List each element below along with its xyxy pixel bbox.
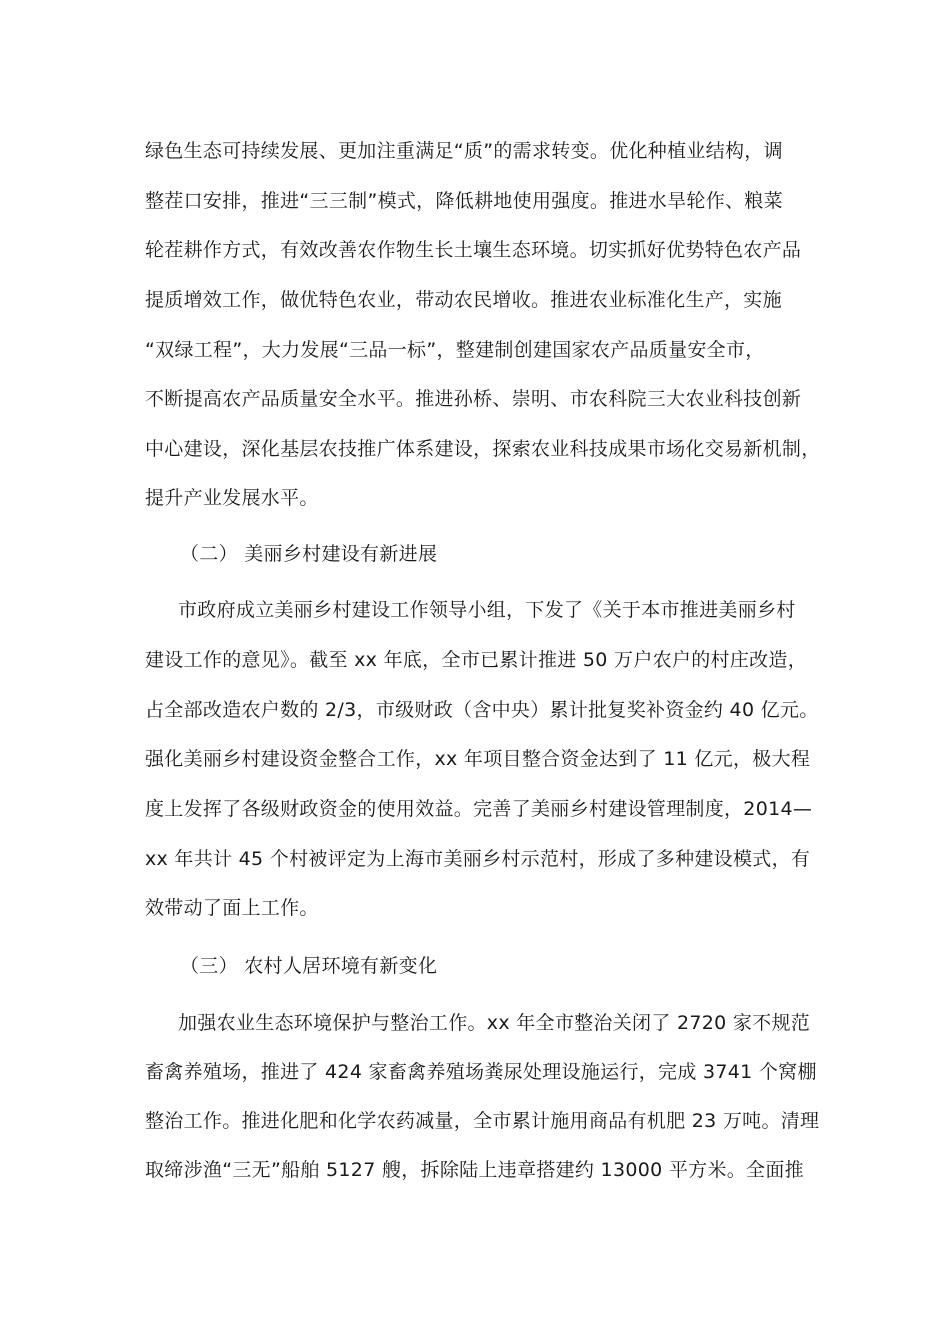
text-line: 整茬口安排，推进“三三制”模式，降低耕地使用强度。推进水旱轮作、粮菜 bbox=[145, 190, 783, 212]
text-line: 取缔涉渔“三无”船舶 5127 艘，拆除陆上违章搭建约 13000 平方米。全面推 bbox=[145, 1159, 804, 1181]
text-line: 强化美丽乡村建设资金整合工作，xx 年项目整合资金达到了 11 亿元，极大程 bbox=[145, 748, 811, 770]
text-line: 建设工作的意见》。截至 xx 年底，全市已累计推进 50 万户农户的村庄改造， bbox=[145, 649, 808, 671]
text-line: “双绿工程”，大力发展“三品一标”，整建制创建国家农产品质量安全市， bbox=[145, 339, 765, 361]
section-heading: （三） 农村人居环境有新变化 bbox=[180, 955, 438, 977]
text-line: 市政府成立美丽乡村建设工作领导小组，下发了《关于本市推进美丽乡村 bbox=[178, 599, 796, 621]
text-line: 加强农业生态环境保护与整治工作。xx 年全市整治关闭了 2720 家不规范 bbox=[178, 1012, 811, 1034]
text-line: 轮茬耕作方式，有效改善农作物生长土壤生态环境。切实抓好优势特色农产品 bbox=[145, 239, 802, 261]
text-line: 占全部改造农户数的 2/3，市级财政（含中央）累计批复奖补资金约 40 亿元。 bbox=[145, 699, 819, 721]
text-line: 提升产业发展水平。 bbox=[145, 487, 319, 509]
text-line: 畜禽养殖场，推进了 424 家畜禽养殖场粪尿处理设施运行，完成 3741 个窝棚 bbox=[145, 1061, 817, 1083]
text-line: xx 年共计 45 个村被评定为上海市美丽乡村示范村，形成了多种建设模式，有 bbox=[145, 848, 811, 870]
text-line: 度上发挥了各级财政资金的使用效益。完善了美丽乡村建设管理制度，2014— bbox=[145, 798, 813, 820]
text-line: 中心建设，深化基层农技推广体系建设，探索农业科技成果市场化交易新机制， bbox=[145, 438, 821, 460]
text-line: 整治工作。推进化肥和化学农药减量，全市累计施用商品有机肥 23 万吨。清理 bbox=[145, 1110, 820, 1132]
text-line: 绿色生态可持续发展、更加注重满足“质”的需求转变。优化种植业结构，调 bbox=[145, 140, 783, 162]
text-line: 提质增效工作，做优特色农业，带动农民增收。推进农业标准化生产，实施 bbox=[145, 289, 782, 311]
text-line: 效带动了面上工作。 bbox=[145, 897, 319, 919]
text-line: 不断提高农产品质量安全水平。推进孙桥、崇明、市农科院三大农业科技创新 bbox=[145, 388, 802, 410]
section-heading: （二） 美丽乡村建设有新进展 bbox=[180, 543, 438, 565]
